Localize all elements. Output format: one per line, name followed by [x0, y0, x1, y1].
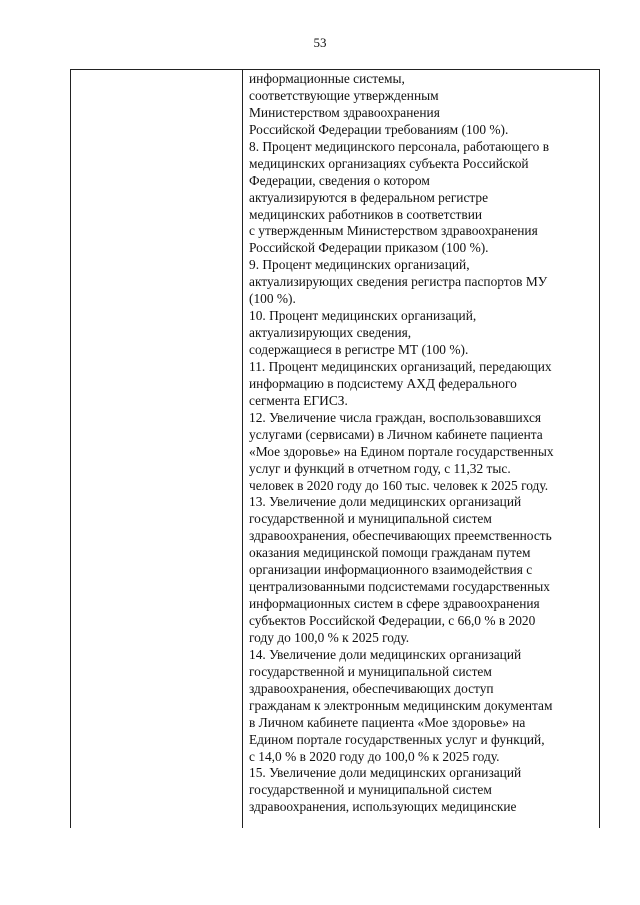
text-line: 11. Процент медицинских организаций, передающих — [249, 358, 552, 374]
page-number: 53 — [313, 35, 327, 50]
text-line: содержащиеся в регистре МТ (100 %). — [249, 342, 469, 357]
text-line: 15. Увеличение доли медицинских организаций — [249, 765, 522, 781]
text-line: организации информационного взаимодействия с — [249, 562, 533, 578]
text-line: Российской Федерации приказом (100 %). — [249, 240, 489, 256]
text-line: здравоохранения, использующих медицинские — [249, 799, 517, 815]
text-line: Российской Федерации требованиям (100 %). — [249, 121, 509, 137]
text-line: медицинских работников в соответствии — [249, 206, 483, 222]
text-line: здравоохранения, обеспечивающих преемственность — [249, 528, 552, 544]
text-line: 8. Процент медицинского персонала, работающего в — [249, 138, 550, 154]
text-line: оказания медицинской помощи гражданам путем — [249, 545, 531, 561]
table-right-column — [249, 71, 597, 816]
document-table — [70, 69, 600, 828]
text-line: 9. Процент медицинских организаций, — [249, 257, 470, 273]
text-line: году до 100,0 % к 2025 году. — [249, 629, 410, 645]
text-line: государственной и муниципальной систем — [249, 782, 492, 798]
text-line: субъектов Российской Федерации, с 66,0 % в 2020 — [249, 613, 536, 628]
text-line: Федерации, сведения о котором — [249, 172, 430, 188]
text-line: Министерством здравоохранения — [249, 104, 440, 120]
text-line: Едином портале государственных услуг и функций, — [249, 731, 545, 747]
text-line: государственной и муниципальной систем — [249, 663, 492, 679]
text-line: актуализирующих сведения, — [249, 325, 412, 341]
text-line: «Мое здоровье» на Едином портале государственных — [249, 443, 554, 459]
text-line: медицинских организациях субъекта Российской — [249, 155, 529, 171]
text-line: услугами (сервисами) в Личном кабинете пациента — [249, 426, 543, 442]
text-line: централизованными подсистемами государственных — [249, 579, 550, 595]
text-line: информационных систем в сфере здравоохранения — [249, 596, 540, 612]
text-line: в Личном кабинете пациента «Мое здоровье» на — [249, 714, 526, 730]
text-line: 14. Увеличение доли медицинских организаций — [249, 646, 522, 662]
text-line: сегмента ЕГИСЗ. — [249, 392, 348, 408]
text-line: актуализирующих сведения регистра паспортов МУ — [249, 274, 548, 290]
text-line: информационные системы, — [249, 71, 405, 86]
text-line: 12. Увеличение числа граждан, воспользовавшихся — [249, 409, 542, 425]
table-left-column — [71, 70, 243, 828]
text-line: здравоохранения, обеспечивающих доступ — [249, 680, 494, 696]
text-line: соответствующие утвержденным — [249, 87, 439, 103]
text-line: 10. Процент медицинских организаций, — [249, 308, 477, 324]
text-line: человек в 2020 году до 160 тыс. человек к 2025 году. — [249, 477, 549, 493]
text-line: услуг и функций в отчетном году, с 11,32 тыс. — [249, 460, 511, 476]
text-line: гражданам к электронным медицинским документам — [249, 697, 553, 713]
text-line: государственной и муниципальной систем — [249, 511, 492, 527]
text-line: с утвержденным Министерством здравоохранения — [249, 223, 538, 239]
text-line: с 14,0 % в 2020 году до 100,0 % к 2025 году. — [249, 748, 500, 764]
text-line: 13. Увеличение доли медицинских организаций — [249, 494, 522, 510]
text-line: информацию в подсистему АХД федерального — [249, 375, 517, 391]
text-line: (100 %). — [249, 291, 296, 307]
text-line: актуализируются в федеральном регистре — [249, 189, 489, 205]
